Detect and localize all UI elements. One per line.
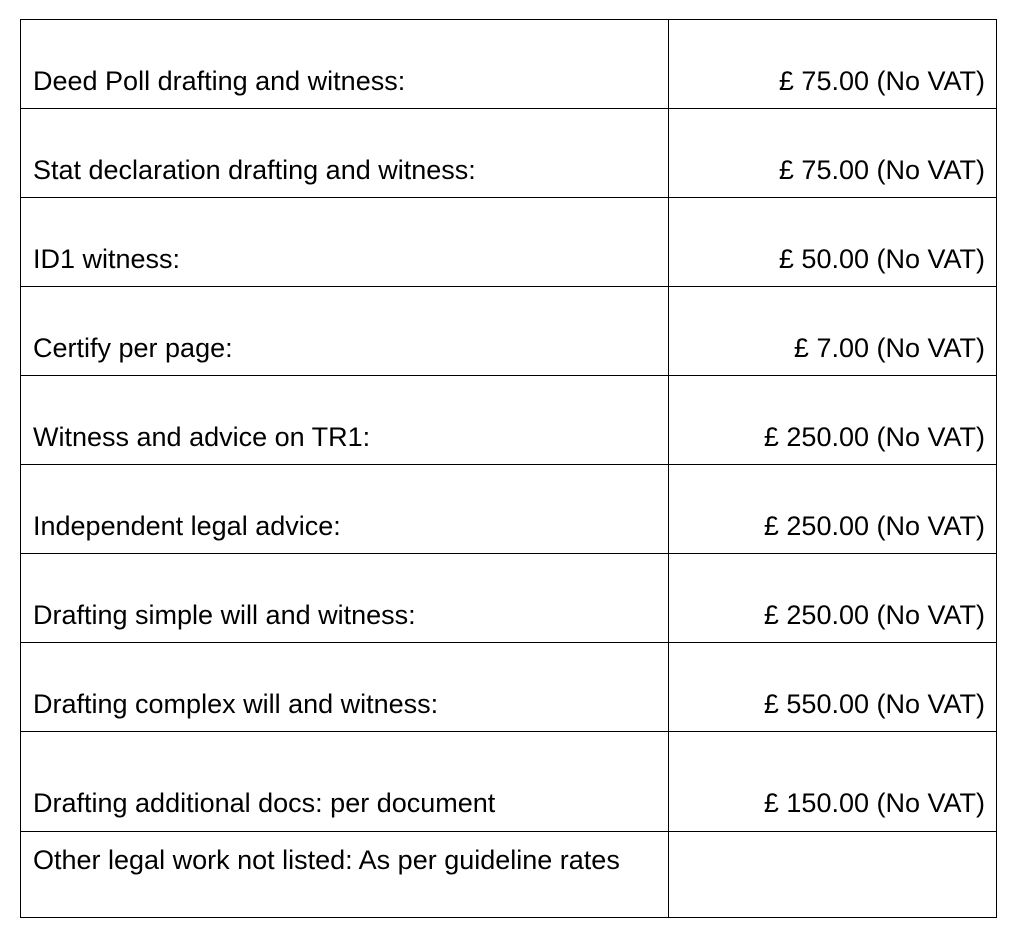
table-row (21, 643, 997, 732)
table-row (21, 287, 997, 376)
service-description: Witness and advice on TR1: (21, 376, 669, 465)
service-description: Other legal work not listed: As per guideline rates (21, 832, 669, 918)
fee-schedule-table (20, 19, 997, 918)
service-price: £ 250.00 (No VAT) (669, 376, 997, 465)
table-row (21, 198, 997, 287)
table-row (21, 832, 997, 918)
table-row (21, 732, 997, 832)
service-description: Drafting complex will and witness: (21, 643, 669, 732)
service-price: £ 75.00 (No VAT) (669, 109, 997, 198)
service-price: £ 250.00 (No VAT) (669, 554, 997, 643)
table-row (21, 109, 997, 198)
service-description: Certify per page: (21, 287, 669, 376)
service-description: Drafting additional docs: per document (21, 732, 669, 832)
table-row (21, 554, 997, 643)
service-price: £ 7.00 (No VAT) (669, 287, 997, 376)
table-row (21, 465, 997, 554)
table-row (21, 376, 997, 465)
service-description: Independent legal advice: (21, 465, 669, 554)
service-price-empty (669, 832, 997, 918)
service-description: Drafting simple will and witness: (21, 554, 669, 643)
service-description: ID1 witness: (21, 198, 669, 287)
service-description: Deed Poll drafting and witness: (21, 20, 669, 109)
service-price: £ 250.00 (No VAT) (669, 465, 997, 554)
service-price: £ 150.00 (No VAT) (669, 732, 997, 832)
service-price: £ 50.00 (No VAT) (669, 198, 997, 287)
table-row (21, 20, 997, 109)
service-description: Stat declaration drafting and witness: (21, 109, 669, 198)
service-price: £ 75.00 (No VAT) (669, 20, 997, 109)
service-price: £ 550.00 (No VAT) (669, 643, 997, 732)
